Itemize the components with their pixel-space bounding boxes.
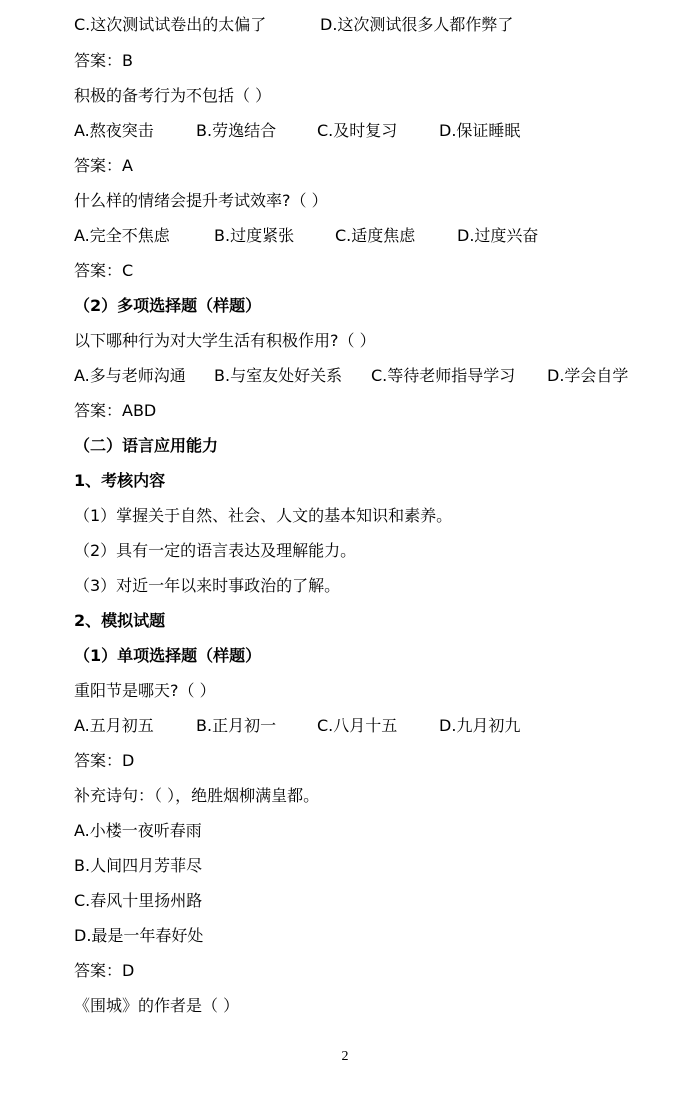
option-c: C.八月十五 bbox=[317, 716, 398, 735]
option-line: B.人间四月芳菲尽 bbox=[74, 856, 203, 875]
section-heading: （二）语言应用能力 bbox=[74, 436, 219, 455]
section-heading: （1）单项选择题（样题） bbox=[74, 646, 262, 665]
option-row bbox=[74, 708, 670, 743]
option-c: C.适度焦虑 bbox=[335, 226, 416, 245]
content-item: （2）具有一定的语言表达及理解能力。 bbox=[74, 541, 357, 560]
option-b: B.过度紧张 bbox=[214, 226, 295, 245]
question-line: 什么样的情绪会提升考试效率?（ ） bbox=[74, 191, 328, 210]
option-d: D.学会自学 bbox=[547, 366, 629, 385]
answer-line: 答案：ABD bbox=[74, 401, 157, 420]
answer-line: 答案：D bbox=[74, 961, 135, 980]
option-d: D.过度兴奋 bbox=[457, 226, 539, 245]
content-item: （3）对近一年以来时事政治的了解。 bbox=[74, 576, 341, 595]
page-number: 2 bbox=[341, 1049, 349, 1064]
option-line: C.春风十里扬州路 bbox=[74, 891, 203, 910]
option-d: D.保证睡眠 bbox=[439, 121, 521, 140]
option-row bbox=[74, 218, 670, 253]
section-heading: 2、模拟试题 bbox=[74, 611, 166, 630]
option-a: A.熬夜突击 bbox=[74, 121, 154, 140]
answer-line: 答案：B bbox=[74, 51, 133, 70]
answer-line: 答案：C bbox=[74, 261, 134, 280]
section-heading: 1、考核内容 bbox=[74, 471, 166, 490]
option-row bbox=[74, 113, 670, 148]
option-c: C.等待老师指导学习 bbox=[371, 366, 516, 385]
option-a: A.完全不焦虑 bbox=[74, 226, 170, 245]
option-a: A.多与老师沟通 bbox=[74, 366, 186, 385]
question-line: 以下哪种行为对大学生活有积极作用?（ ） bbox=[74, 331, 376, 350]
answer-line: 答案：D bbox=[74, 751, 135, 770]
option-c: C.及时复习 bbox=[317, 121, 398, 140]
option-d: D.九月初九 bbox=[439, 716, 521, 735]
option-a: A.五月初五 bbox=[74, 716, 154, 735]
option-b: B.正月初一 bbox=[196, 716, 277, 735]
option-line: A.小楼一夜听春雨 bbox=[74, 821, 202, 840]
option-row bbox=[74, 358, 670, 393]
option-b: B.劳逸结合 bbox=[196, 121, 277, 140]
answer-line: 答案：A bbox=[74, 156, 133, 175]
question-line: 《围城》的作者是（ ） bbox=[74, 996, 240, 1015]
content-item: （1）掌握关于自然、社会、人文的基本知识和素养。 bbox=[74, 506, 453, 525]
option-d: D.这次测试很多人都作弊了 bbox=[320, 15, 514, 34]
section-heading: （2）多项选择题（样题） bbox=[74, 296, 262, 315]
option-line: D.最是一年春好处 bbox=[74, 926, 204, 945]
question-line: 补充诗句：（ ），绝胜烟柳满皇都。 bbox=[74, 786, 320, 805]
option-b: B.与室友处好关系 bbox=[214, 366, 343, 385]
option-row bbox=[74, 7, 670, 42]
question-line: 积极的备考行为不包括（ ） bbox=[74, 86, 272, 105]
question-line: 重阳节是哪天?（ ） bbox=[74, 681, 216, 700]
option-c: C.这次测试试卷出的太偏了 bbox=[74, 15, 267, 34]
